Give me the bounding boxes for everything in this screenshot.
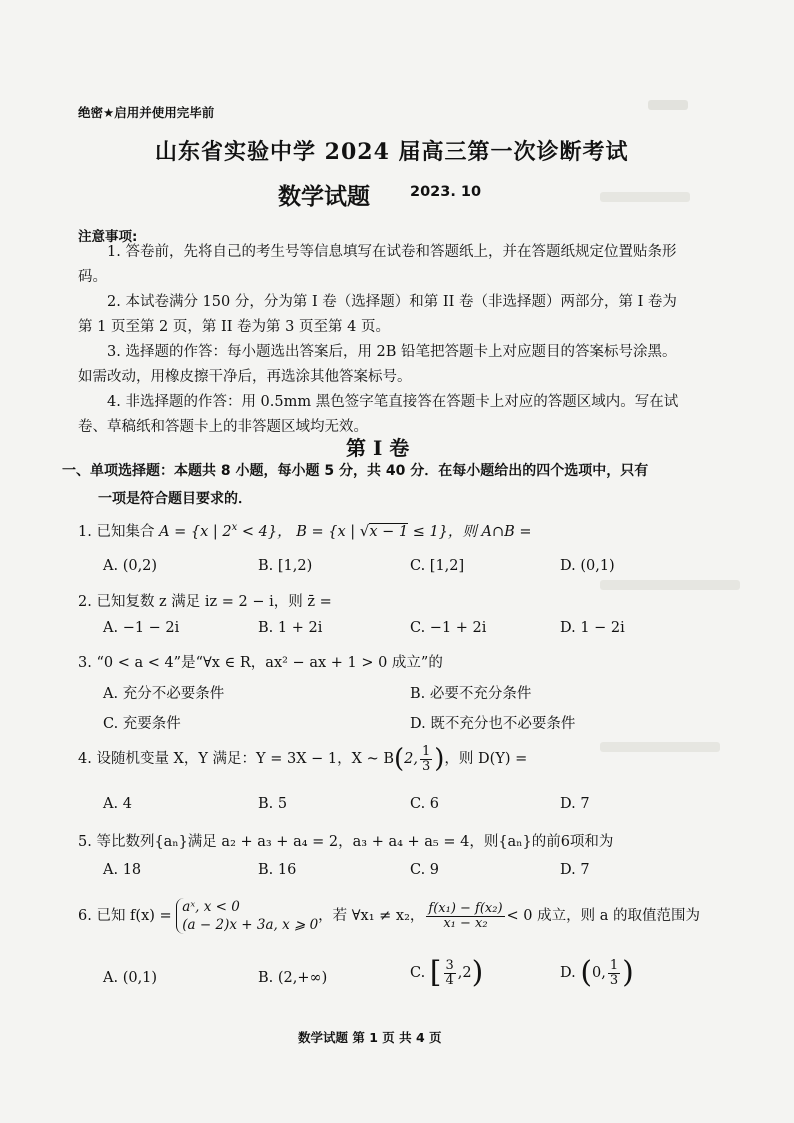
bleed-mark xyxy=(600,192,690,202)
bleed-mark xyxy=(648,100,688,110)
notice-item: 3. 选择题的作答：每小题选出答案后，用 2B 铅笔把答题卡上对应题目的答案标号涂黑。如需改动，用橡皮擦干净后，再选涂其他答案标号。 xyxy=(78,344,677,385)
option-d: D. 1 − 2i xyxy=(560,620,625,636)
secret-label: 绝密★启用并使用完毕前 xyxy=(78,105,215,120)
question-5-stem: 5. 等比数列{aₙ}满足 a₂ + a₃ + a₄ = 2，a₃ + a₄ + a₅ = 4，则{aₙ}的前6项和为 xyxy=(78,834,614,850)
notice-item: 4. 非选择题的作答：用 0.5mm 黑色签字笔直接答在答题卡上对应的答题区域内。写在试卷、草稿纸和答题卡上的非答题区域均无效。 xyxy=(78,394,679,435)
option-c: C. 6 xyxy=(410,796,440,812)
option-d: D. (0, $\frac{1}{3}$ ) xyxy=(560,955,634,990)
option-d: D. 既不充分也不必要条件 xyxy=(410,716,576,732)
question-2-stem: 2. 已知复数 z 满足 iz = 2 − i，则 z̄ = xyxy=(78,594,332,610)
question-3-stem: 3. “0 < a < 4”是“∀x ∈ R，ax² − ax + 1 > 0 成立”的 xyxy=(78,655,443,671)
bleed-mark xyxy=(600,742,720,752)
option-c: C. [1,2] xyxy=(410,558,465,574)
option-b: B. [1,2) xyxy=(258,558,313,574)
volume-title: 第 I 卷 xyxy=(346,436,410,460)
option-b: B. 16 xyxy=(258,862,297,878)
option-d: D. 7 xyxy=(560,796,590,812)
option-b: B. 1 + 2i xyxy=(258,620,323,636)
option-c: C. [ $\frac{3}{4}$ ,2) xyxy=(410,955,484,990)
option-b: B. (2,+∞) xyxy=(258,970,328,986)
piecewise-function: aˣ, x < 0 (a − 2)x + 3a, x ⩾ 0 xyxy=(176,898,318,934)
subject-title: 数学试题 xyxy=(278,183,370,210)
bleed-mark xyxy=(600,580,740,590)
section-heading: 一、单项选择题：本题共 8 小题，每小题 5 分，共 40 分．在每小题给出的四个选项中，只有 xyxy=(62,463,649,479)
option-c: C. 9 xyxy=(410,862,440,878)
school-title: 山东省实验中学 2024 届高三第一次诊断考试 xyxy=(155,139,629,165)
option-d: D. (0,1) xyxy=(560,558,615,574)
option-a: A. (0,2) xyxy=(103,558,158,574)
option-b: B. 5 xyxy=(258,796,288,812)
notice-heading: 注意事项: xyxy=(78,229,138,245)
option-a: A. (0,1) xyxy=(103,970,158,986)
question-6-stem: 6. 已知 f(x) = aˣ, x < 0 (a − 2)x + 3a, x ⩾ 0 ，若 ∀x₁ ≠ x₂， $\frac{\text{f(x₁) − f(x₂)}}{\text{x₁ − x₂}}$ < 0 成立，则 a 的取值范围为 xyxy=(78,899,701,933)
page-footer: 数学试题 第 1 页 共 4 页 xyxy=(298,1030,442,1045)
option-a: A. 4 xyxy=(103,796,132,812)
option-d: D. 7 xyxy=(560,862,590,878)
notice-item: 1. 答卷前，先将自己的考生号等信息填写在试卷和答题纸上，并在答题纸规定位置贴条形码。 xyxy=(78,244,677,285)
option-c: C. −1 + 2i xyxy=(410,620,487,636)
option-a: A. 充分不必要条件 xyxy=(103,686,225,702)
option-a: A. −1 − 2i xyxy=(103,620,180,636)
exam-date: 2023. 10 xyxy=(410,184,482,200)
section-heading-cont: 一项是符合题目要求的． xyxy=(98,491,252,507)
option-c: C. 充要条件 xyxy=(103,716,181,732)
question-4-stem: 4. 设随机变量 X，Y 满足：Y = 3X − 1，X ~ B(2, $\frac{1}{3}$ )，则 D(Y) = xyxy=(78,743,528,774)
notice-item: 2. 本试卷满分 150 分，分为第 I 卷（选择题）和第 II 卷（非选择题）两部分，第 I 卷为第 1 页至第 2 页，第 II 卷为第 3 页至第 4 页。 xyxy=(78,294,677,335)
question-1-stem: 1. 已知集合 A = {x | $2^x < 4$}， B = {x | √x − 1 ≤ 1}，则 A∩B = xyxy=(78,522,532,540)
option-a: A. 18 xyxy=(103,862,142,878)
option-b: B. 必要不充分条件 xyxy=(410,686,532,702)
